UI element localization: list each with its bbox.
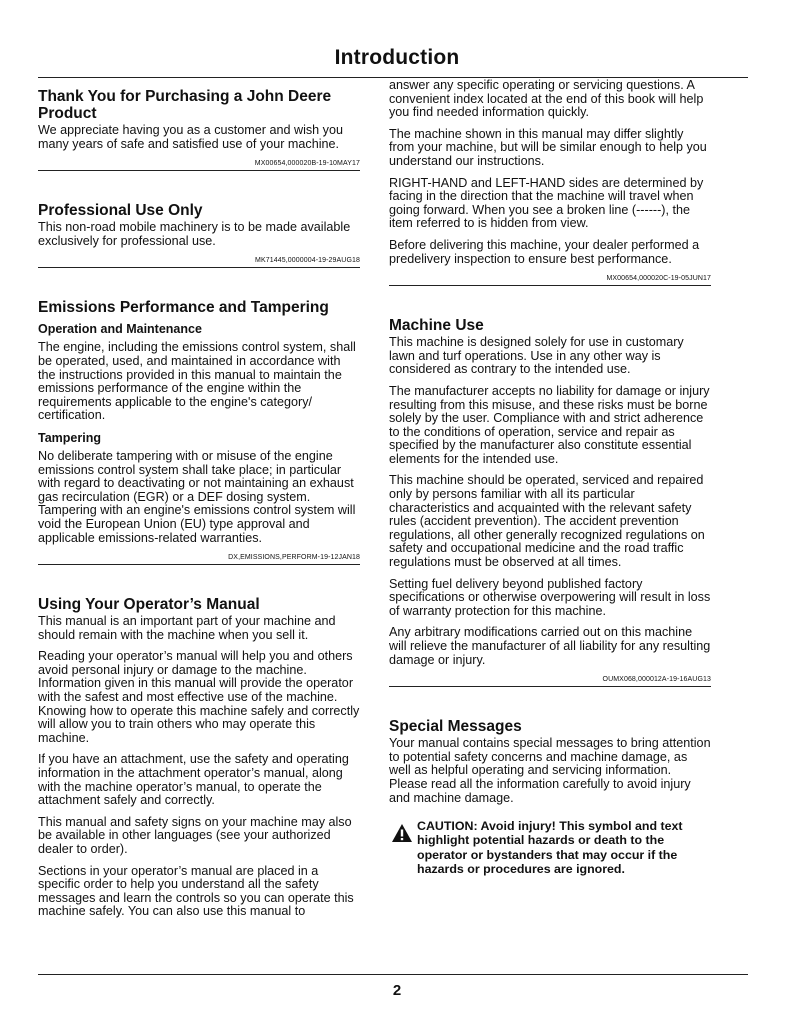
section-heading: Thank You for Purchasing a John Deere Product xyxy=(38,88,332,122)
paragraph: Any arbitrary modifications carried out on this machine will relieve the manufacturer of all liability for any resulting damage or injury. xyxy=(389,625,711,667)
paragraph: Before delivering this machine, your dealer performed a predelivery inspection to ensure best performance. xyxy=(389,237,700,266)
page-title: Introduction xyxy=(334,46,460,69)
section-machine-use xyxy=(389,317,711,687)
reference-code: MK71445,0000004-19-29AUG18 xyxy=(38,256,360,268)
paragraph: This non-road mobile machinery is to be made available exclusively for professional use. xyxy=(38,220,351,248)
paragraph: We appreciate having you as a customer and wish you many years of safe and satisfied use of your machine. xyxy=(38,123,343,151)
paragraph: No deliberate tampering with or misuse of the engine emissions control system shall take place; in particular with regard to deactivating or not maintaining an exhaust gas recirculation (EGR) or a DEF dosing system. Tampering with an engine's emissions control system will void the European Union (EU) type approval and applicable emissions-related warranties. xyxy=(38,448,356,545)
paragraph: RIGHT-HAND and LEFT-HAND sides are determined by facing in the direction that the machine will travel when going forward. When you see a broken line (------), the item referred to is hidden from view. xyxy=(389,175,704,231)
reference-code: MX00654,000020B-19-10MAY17 xyxy=(38,159,360,171)
paragraph: The manufacturer accepts no liability for damage or injury resulting from this misuse, and these risks must be borne solely by the user. Compliance with and strict adherence to the conditions of operation, service and repair as specified by the manufacturer also constitute essential elements for the intended use. xyxy=(389,383,710,466)
paragraph: This manual and safety signs on your machine may also be available in other languages (see your authorized dealer to order). xyxy=(38,814,352,856)
paragraph: The engine, including the emissions control system, shall be operated, used, and maintained in accordance with the instructions provided in this manual to maintain the emissions performance of the engine within the requirements applicable to the engine's category/ certification. xyxy=(38,340,356,423)
reference-code: MX00654,000020C-19-05JUN17 xyxy=(389,274,711,286)
warning-triangle-icon xyxy=(391,823,413,848)
subheading: Tampering xyxy=(38,430,101,445)
section-heading: Special Messages xyxy=(389,718,522,736)
section-operators-manual xyxy=(38,596,360,919)
section-heading: Emissions Performance and Tampering xyxy=(38,299,329,317)
paragraph: This machine should be operated, serviced and repaired only by persons familiar with all its particular characteristics and acquainted with the relevant safety rules (accident prevention). The accident prevention regulations, all other generally recognized regulations on safety and occupational medicine and the road traffic regulations must be observed at all times. xyxy=(389,473,705,570)
reference-code: DX,EMISSIONS,PERFORM-19-12JAN18 xyxy=(38,553,360,565)
paragraph: Reading your operator’s manual will help you and others avoid personal injury or damage to the machine. Information given in this manual will provide the operator with the safest and most effective use of the machine. Knowing how to operate this machine safely and correctly will allow you to train others who may operate this machine. xyxy=(38,649,360,745)
paragraph: If you have an attachment, use the safety and operating information in the attachment operator’s manual, along with the machine operator’s manual, to operate the attachment safely and correctly. xyxy=(38,752,349,808)
section-professional-use xyxy=(38,202,360,268)
paragraph: Your manual contains special messages to bring attention to potential safety concerns and machine damage, as well as helpful operating and servicing information. Please read all the information carefully to avoid injury and machine damage. xyxy=(389,736,711,805)
caution-block xyxy=(389,819,711,876)
subheading: Operation and Maintenance xyxy=(38,322,202,337)
paragraph: This machine is designed solely for use in customary lawn and turf operations. Use in any other way is considered as contrary to the intended use. xyxy=(389,335,684,377)
section-operators-manual-continued xyxy=(389,79,711,286)
section-special-messages xyxy=(389,718,711,876)
paragraph: The machine shown in this manual may differ slightly from your machine, but will be similar enough to help you understand our instructions. xyxy=(389,126,707,168)
left-column xyxy=(38,88,360,927)
footer-rule xyxy=(38,974,748,975)
paragraph: This manual is an important part of your machine and should remain with the machine when you sell it. xyxy=(38,614,336,642)
reference-code: OUMX068,000012A-19-16AUG13 xyxy=(389,675,711,687)
caution-text: CAUTION: Avoid injury! This symbol and text highlight potential hazards or death to the operator or bystanders that may occur if the hazards or procedures are ignored. xyxy=(417,819,683,876)
paragraph: Sections in your operator’s manual are placed in a specific order to help you understand all the safety messages and learn the controls so you can operate this machine safely. You can also use this manual to xyxy=(38,863,354,919)
page-number: 2 xyxy=(392,982,402,999)
section-heading: Professional Use Only xyxy=(38,202,203,220)
section-emissions xyxy=(38,299,360,565)
paragraph: Setting fuel delivery beyond published factory specifications or otherwise overpowering will result in loss of warranty protection for this machine. xyxy=(389,576,711,618)
paragraph: answer any specific operating or servicing questions. A convenient index located at the end of this book will help you find needed information quickly. xyxy=(389,78,704,120)
right-column xyxy=(389,79,711,876)
section-heading: Machine Use xyxy=(389,317,484,335)
section-heading: Using Your Operator’s Manual xyxy=(38,596,260,614)
section-thank-you xyxy=(38,88,360,171)
